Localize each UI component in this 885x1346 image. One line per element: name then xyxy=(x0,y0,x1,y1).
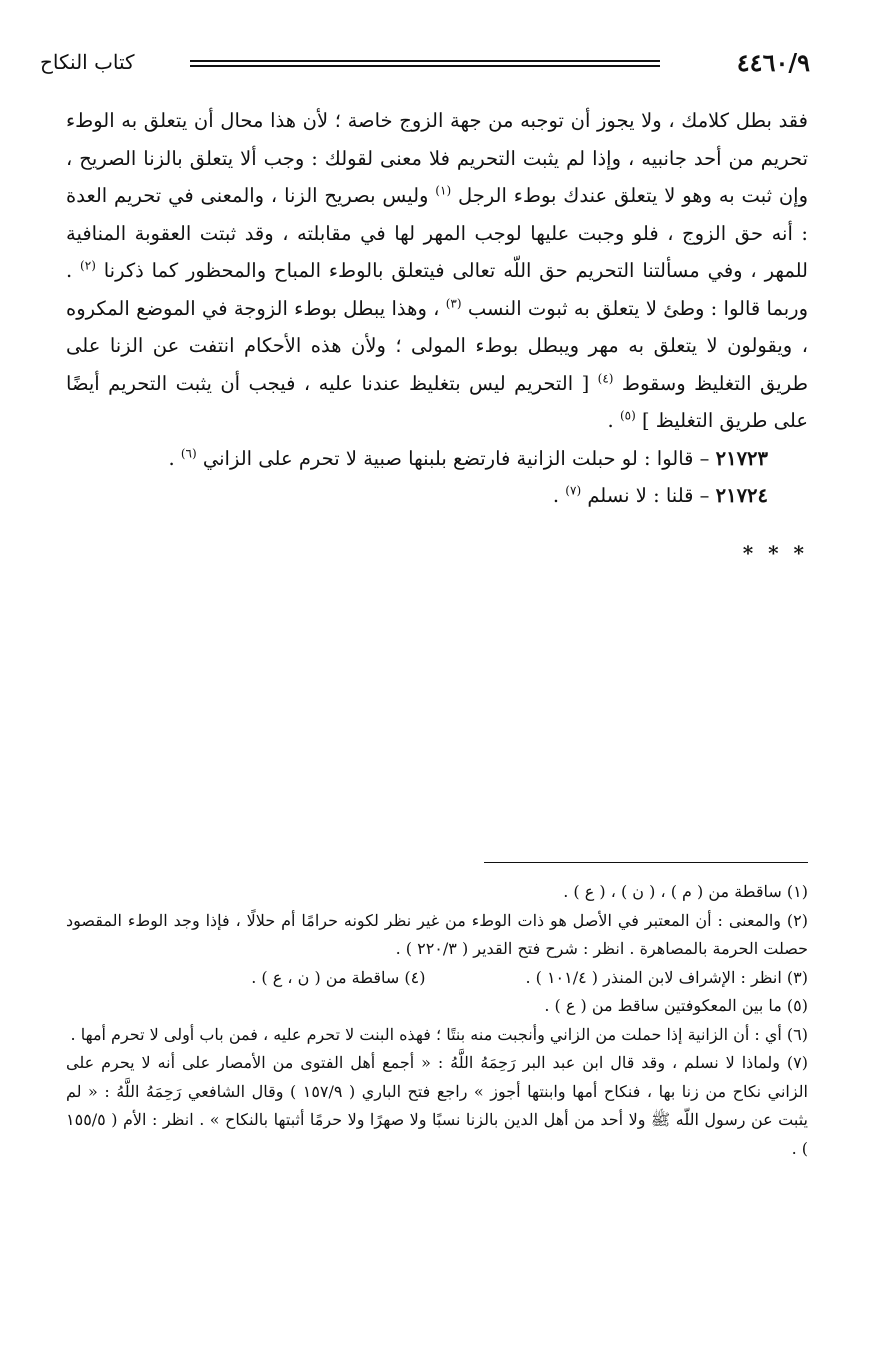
footnote-ref-6[interactable]: (٦) xyxy=(180,446,197,460)
footnote-ref-7[interactable]: (٧) xyxy=(565,483,582,498)
footnote-ref-4[interactable]: (٤) xyxy=(597,371,614,385)
page-header xyxy=(40,42,810,82)
footnote-ref-2[interactable]: (٢) xyxy=(80,258,96,273)
footnote-2: (٢) والمعنى : أن المعتبر في الأصل هو ذات الوطء من غير نظر لكونه حرامًا أم حلالًا ، فإذا وجد الوطء المقصود حصلت الحرمة بالمصاهرة . انظر : شرح فتح القدير ( ٢٢٠/٣ ) . xyxy=(66,910,808,958)
item-text: – قلنا : لا نسلم xyxy=(587,484,716,507)
item-end: . xyxy=(168,446,181,470)
paragraph-text: [ التحريم ليس بتغليظ عندنا عليه ، فيجب أن يثبت التحريم أيضًا على طريق التغليظ ] xyxy=(66,371,808,432)
header-rule xyxy=(190,60,660,67)
paragraph-text: ، وهذا يبطل بوطء الزوجة في الموضع المكروه ، ويقولون لا يتعلق به مهر ويبطل بوطء المولى ؛ ولأن هذه الأحكام انتفت عن الزنا على طريق التغليظ وسقوط xyxy=(66,296,808,395)
footnotes xyxy=(66,878,808,1163)
book-title: كتاب النكاح xyxy=(40,50,135,74)
item-number: ٢١٧٢٤ xyxy=(715,484,768,507)
footnote-5: (٥) ما بين المعكوفتين ساقط من ( ع ) . xyxy=(544,996,808,1015)
paragraph-text: وليس بصريح الزنا ، والمعنى في تحريم العدة : أنه حق الزوج ، فلو وجبت عليها لوجب المهر لها في مقابلته ، وقد ثبتت العقوبة المنافية للمهر ، وفي مسألتنا التحريم حق اللّه تعالى فيتعلق بالوطء المباح والمحظور كما ذكرنا xyxy=(66,184,808,282)
footnote-1: (١) ساقطة من ( م ) ، ( ن ) ، ( ع ) . xyxy=(563,882,808,901)
paragraph-text: . xyxy=(607,409,620,432)
footnote-row-3-4 xyxy=(66,964,808,993)
footnote-3: (٣) انظر : الإشراف لابن المنذر ( ١٠١/٤ ) . xyxy=(525,967,808,987)
footnote-6: (٦) أي : أن الزانية إذا حملت من الزاني وأنجبت منه بنتًا ؛ فهذه البنت لا تحرم عليه ، فمن باب أولى لا تحرم أمها . xyxy=(70,1024,808,1044)
footnote-ref-1[interactable]: (١) xyxy=(435,183,452,198)
main-text xyxy=(66,102,808,572)
footnote-ref-5[interactable]: (٥) xyxy=(619,408,636,423)
item-number: ٢١٧٢٣ xyxy=(715,446,768,470)
main-paragraph xyxy=(66,102,808,440)
paragraph-text: فقد بطل كلامك ، ولا يجوز أن توجبه من جهة الزوج خاصة ؛ لأن هذا محال أن يتعلق به الوطء تحريم من أحد جانبيه ، وإذا لم يثبت التحريم فلا معنى لقولك : وجب ألا يتعلق بالزنا الصريح ، وإن ثبت به وهو لا يتعلق عندك بوطء الرجل xyxy=(66,109,808,207)
numbered-item-21723 xyxy=(66,440,808,478)
footnote-4: (٤) ساقطة من ( ن ، ع ) . xyxy=(251,967,426,987)
item-end: . xyxy=(552,484,566,507)
page-number: ٤٤٦٠/٩ xyxy=(736,48,810,77)
footnote-divider xyxy=(484,862,808,863)
footnote-7: (٧) ولماذا لا نسلم ، وقد قال ابن عبد البر رَحِمَهُ اللَّهُ : « أجمع أهل الفتوى من الأمصار على أنه لا يحرم على الزاني نكاح من زنا بها ، فنكاح أمها وابنتها أجوز » راجع فتح الباري ( ١٥٧/٩ ) وقال الشافعي رَحِمَهُ اللَّهُ : « لم يثبت عن رسول اللّه ﷺ ولا أحد من أهل الدين بالزنا نسبًا ولا صهرًا ولا حرمًا أثبتها بالنكاح » . انظر : الأم ( ١٥٥/٥ ) . xyxy=(66,1053,808,1158)
numbered-item-21724 xyxy=(66,477,808,515)
item-text: – قالوا : لو حبلت الزانية فارتضع بلبنها صبية لا تحرم على الزاني xyxy=(202,446,716,470)
paragraph-text: . وربما قالوا : وطئ لا يتعلق به ثبوت النسب xyxy=(66,259,808,320)
footnote-ref-3[interactable]: (٣) xyxy=(445,296,462,310)
footnote-spacer xyxy=(425,964,525,993)
section-separator: * * * xyxy=(742,540,808,565)
